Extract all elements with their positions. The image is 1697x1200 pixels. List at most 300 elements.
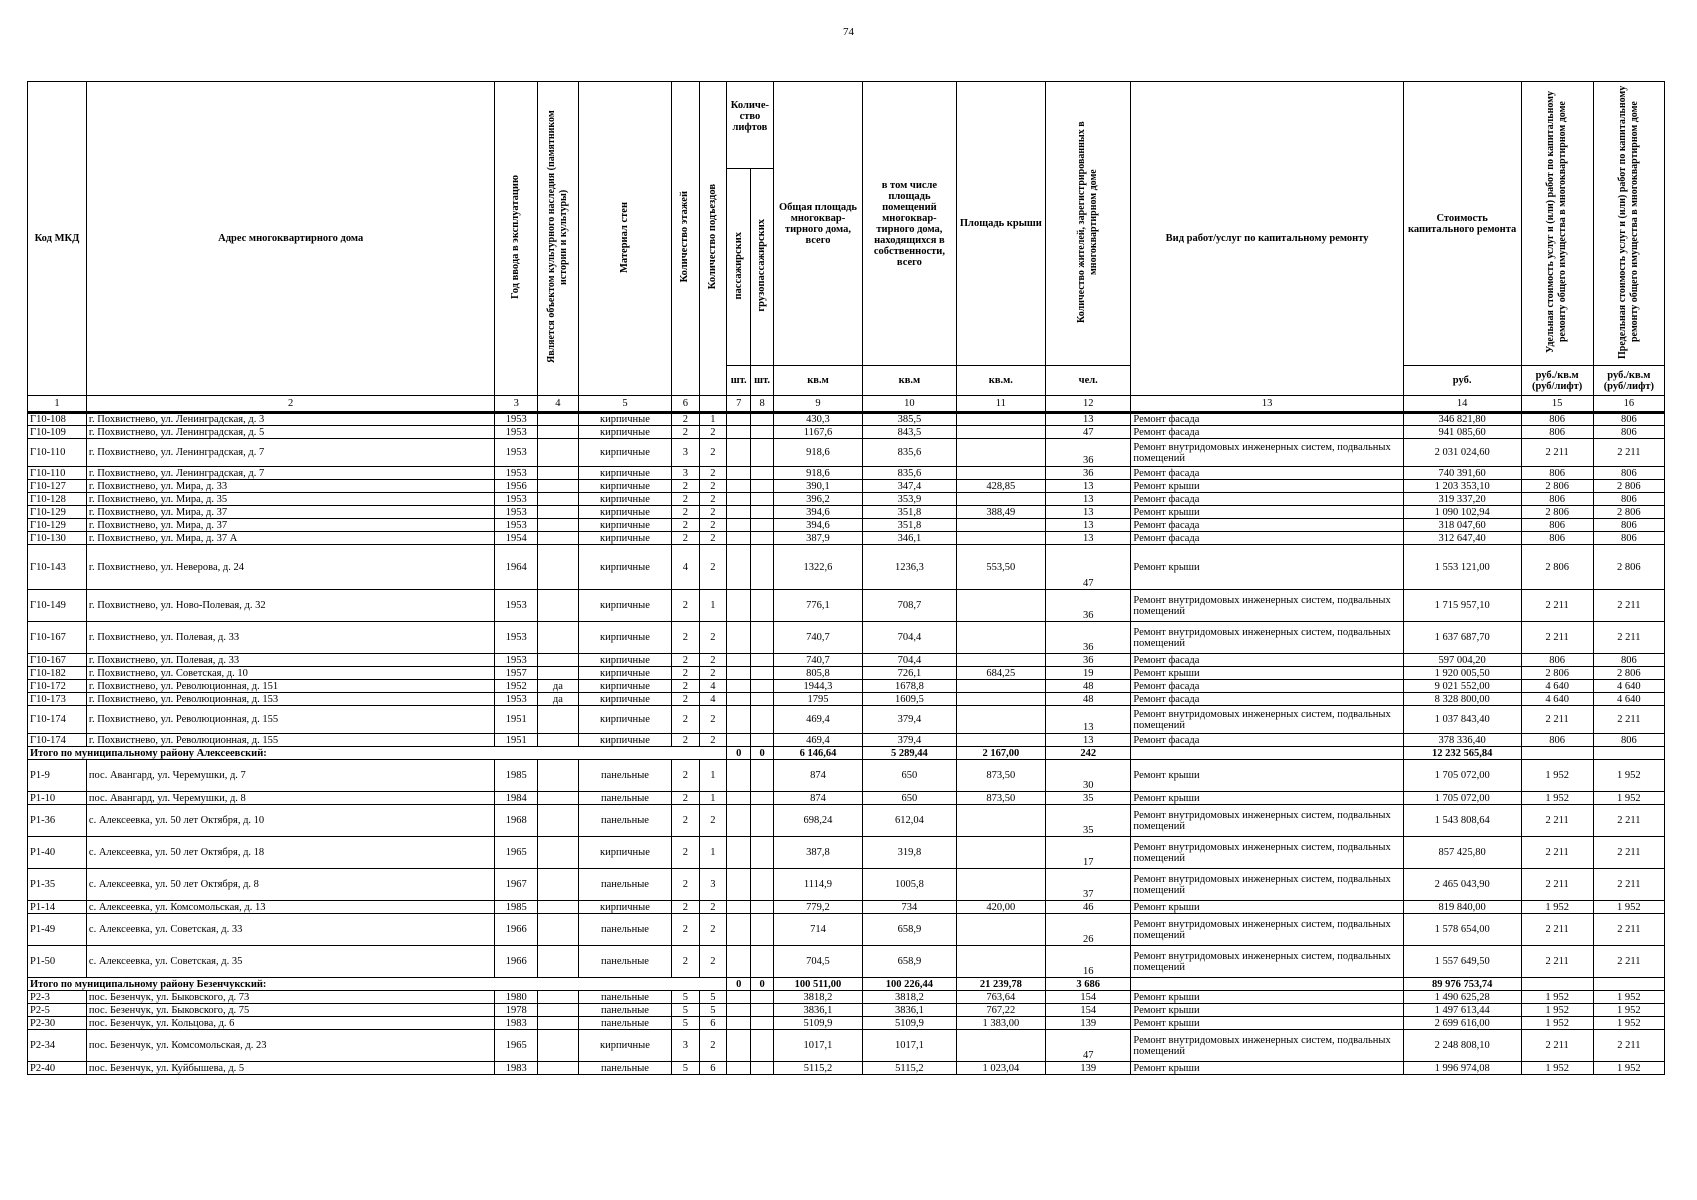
cell-lifts-cargo bbox=[751, 869, 773, 901]
cell-lifts-cargo bbox=[751, 837, 773, 869]
cell-work-type: Ремонт фасада bbox=[1131, 680, 1403, 693]
cell-heritage bbox=[538, 901, 579, 914]
cell-kod: Р2-40 bbox=[28, 1062, 87, 1075]
cell-roof-area bbox=[956, 654, 1045, 667]
cell-kod: Г10-127 bbox=[28, 480, 87, 493]
cell-heritage bbox=[538, 413, 579, 426]
cell-area-owned: 379,4 bbox=[863, 706, 956, 734]
cell-floors: 2 bbox=[672, 792, 699, 805]
cell-lifts-pass bbox=[727, 413, 751, 426]
cell-max-cost: 2 211 bbox=[1593, 1030, 1664, 1062]
cell-year: 1983 bbox=[495, 1062, 538, 1075]
cell-area-total: 3836,1 bbox=[773, 1004, 862, 1017]
cell-roof-area bbox=[956, 693, 1045, 706]
cell-max-cost: 4 640 bbox=[1593, 693, 1664, 706]
cell-area-total: 387,9 bbox=[773, 532, 862, 545]
cell-residents: 13 bbox=[1046, 519, 1131, 532]
cell-address: г. Похвистнево, ул. Ленинградская, д. 7 bbox=[86, 439, 494, 467]
cell-lifts-cargo bbox=[751, 991, 773, 1004]
unit-roof-area: кв.м. bbox=[956, 366, 1045, 396]
cell-cost: 1 920 005,50 bbox=[1403, 667, 1521, 680]
cell-area-owned: 835,6 bbox=[863, 439, 956, 467]
header-residents: Количество жителей, зарегистрированных в многоквартирном доме bbox=[1046, 82, 1131, 366]
cell-cost: 597 004,20 bbox=[1403, 654, 1521, 667]
cell-year: 1978 bbox=[495, 1004, 538, 1017]
cell-lifts-cargo bbox=[751, 622, 773, 654]
cell-floors: 2 bbox=[672, 760, 699, 792]
column-number: 15 bbox=[1521, 396, 1593, 413]
cell-entrances: 5 bbox=[699, 1004, 726, 1017]
cell-residents: 154 bbox=[1046, 991, 1131, 1004]
cell-unit-cost: 2 211 bbox=[1521, 837, 1593, 869]
cell-floors: 2 bbox=[672, 693, 699, 706]
cell-entrances: 2 bbox=[699, 519, 726, 532]
cell-entrances: 1 bbox=[699, 837, 726, 869]
cell-area-owned: 353,9 bbox=[863, 493, 956, 506]
header-entrances: Количество подъездов bbox=[699, 82, 726, 396]
cell-lifts-pass bbox=[727, 760, 751, 792]
cell-roof-area: 1 383,00 bbox=[956, 1017, 1045, 1030]
cell-lifts-cargo bbox=[751, 1030, 773, 1062]
cell-address: с. Алексеевка, ул. 50 лет Октября, д. 8 bbox=[86, 869, 494, 901]
cell-cost: 740 391,60 bbox=[1403, 467, 1521, 480]
cell-area-owned: 5109,9 bbox=[863, 1017, 956, 1030]
cell-kod: Г10-174 bbox=[28, 734, 87, 747]
cell-cost: 1 037 843,40 bbox=[1403, 706, 1521, 734]
cell-lifts-cargo bbox=[751, 734, 773, 747]
cell-heritage bbox=[538, 1030, 579, 1062]
cell-area-owned: 347,4 bbox=[863, 480, 956, 493]
cell-lifts-cargo: 0 bbox=[751, 978, 773, 991]
cell-lifts-pass bbox=[727, 506, 751, 519]
header-area-total: Общая площадь многоквар-тирного дома, всего bbox=[773, 82, 862, 366]
cell-address: г. Похвистнево, ул. Революционная, д. 151 bbox=[86, 680, 494, 693]
cell-kod: Г10-110 bbox=[28, 467, 87, 480]
unit-cost: руб. bbox=[1403, 366, 1521, 396]
cell-floors: 2 bbox=[672, 680, 699, 693]
cell-kod: Р2-5 bbox=[28, 1004, 87, 1017]
cell-unit-cost: 1 952 bbox=[1521, 792, 1593, 805]
cell-walls: панельные bbox=[578, 760, 671, 792]
cell-walls: кирпичные bbox=[578, 680, 671, 693]
cell-unit-cost bbox=[1521, 978, 1593, 991]
cell-work-type bbox=[1131, 978, 1403, 991]
cell-residents: 48 bbox=[1046, 680, 1131, 693]
cell-floors: 2 bbox=[672, 532, 699, 545]
cell-work-type: Ремонт внутридомовых инженерных систем, подвальных помещений bbox=[1131, 805, 1403, 837]
cell-entrances: 2 bbox=[699, 1030, 726, 1062]
cell-area-owned: 726,1 bbox=[863, 667, 956, 680]
cell-work-type: Ремонт внутридомовых инженерных систем, подвальных помещений bbox=[1131, 439, 1403, 467]
cell-walls: кирпичные bbox=[578, 439, 671, 467]
cell-residents: 26 bbox=[1046, 914, 1131, 946]
cell-unit-cost: 1 952 bbox=[1521, 760, 1593, 792]
cell-unit-cost: 2 211 bbox=[1521, 805, 1593, 837]
cell-kod: Г10-129 bbox=[28, 506, 87, 519]
cell-area-total: 1017,1 bbox=[773, 1030, 862, 1062]
cell-area-owned: 319,8 bbox=[863, 837, 956, 869]
cell-area-owned: 1609,5 bbox=[863, 693, 956, 706]
cell-lifts-pass bbox=[727, 622, 751, 654]
cell-walls: панельные bbox=[578, 991, 671, 1004]
cell-heritage bbox=[538, 493, 579, 506]
cell-unit-cost: 806 bbox=[1521, 654, 1593, 667]
cell-roof-area: 684,25 bbox=[956, 667, 1045, 680]
column-number: 7 bbox=[727, 396, 751, 413]
cell-lifts-cargo bbox=[751, 1004, 773, 1017]
cell-address: с. Алексеевка, ул. Советская, д. 33 bbox=[86, 914, 494, 946]
cell-lifts-pass bbox=[727, 1062, 751, 1075]
cell-area-total: 390,1 bbox=[773, 480, 862, 493]
cell-area-total: 396,2 bbox=[773, 493, 862, 506]
cell-area-total: 430,3 bbox=[773, 413, 862, 426]
cell-lifts-cargo bbox=[751, 506, 773, 519]
cell-heritage bbox=[538, 654, 579, 667]
cell-entrances: 2 bbox=[699, 622, 726, 654]
table-row bbox=[28, 1062, 1665, 1075]
header-work-type: Вид работ/услуг по капитальному ремонту bbox=[1131, 82, 1403, 396]
cell-area-total: 100 511,00 bbox=[773, 978, 862, 991]
cell-cost: 8 328 800,00 bbox=[1403, 693, 1521, 706]
cell-year: 1951 bbox=[495, 706, 538, 734]
cell-unit-cost: 1 952 bbox=[1521, 1004, 1593, 1017]
column-number: 14 bbox=[1403, 396, 1521, 413]
table-row bbox=[28, 590, 1665, 622]
cell-lifts-pass bbox=[727, 532, 751, 545]
cell-entrances: 4 bbox=[699, 693, 726, 706]
table-row bbox=[28, 1017, 1665, 1030]
cell-max-cost: 2 211 bbox=[1593, 946, 1664, 978]
cell-area-total: 1322,6 bbox=[773, 545, 862, 590]
cell-year: 1956 bbox=[495, 480, 538, 493]
cell-lifts-cargo bbox=[751, 667, 773, 680]
cell-unit-cost: 806 bbox=[1521, 519, 1593, 532]
cell-walls: кирпичные bbox=[578, 622, 671, 654]
cell-max-cost: 806 bbox=[1593, 426, 1664, 439]
cell-address: г. Похвистнево, ул. Мира, д. 37 bbox=[86, 519, 494, 532]
cell-year: 1953 bbox=[495, 693, 538, 706]
cell-unit-cost: 2 211 bbox=[1521, 914, 1593, 946]
cell-walls: панельные bbox=[578, 946, 671, 978]
cell-year: 1953 bbox=[495, 426, 538, 439]
cell-year: 1984 bbox=[495, 792, 538, 805]
cell-lifts-cargo bbox=[751, 901, 773, 914]
cell-roof-area: 1 023,04 bbox=[956, 1062, 1045, 1075]
cell-lifts-cargo bbox=[751, 805, 773, 837]
cell-lifts-pass bbox=[727, 946, 751, 978]
table-row bbox=[28, 914, 1665, 946]
table-row bbox=[28, 760, 1665, 792]
cell-floors: 2 bbox=[672, 667, 699, 680]
cell-entrances: 2 bbox=[699, 506, 726, 519]
cell-area-owned: 351,8 bbox=[863, 506, 956, 519]
cell-cost: 1 203 353,10 bbox=[1403, 480, 1521, 493]
column-number: 13 bbox=[1131, 396, 1403, 413]
cell-address: с. Алексеевка, ул. Комсомольская, д. 13 bbox=[86, 901, 494, 914]
cell-residents: 35 bbox=[1046, 805, 1131, 837]
cell-residents: 36 bbox=[1046, 467, 1131, 480]
cell-address: г. Похвистнево, ул. Советская, д. 10 bbox=[86, 667, 494, 680]
cell-walls: панельные bbox=[578, 1062, 671, 1075]
column-number: 9 bbox=[773, 396, 862, 413]
cell-area-total: 6 146,64 bbox=[773, 747, 862, 760]
cell-walls: кирпичные bbox=[578, 590, 671, 622]
unit-max-cost: руб./кв.м (руб/лифт) bbox=[1593, 366, 1664, 396]
table-row bbox=[28, 837, 1665, 869]
cell-entrances: 2 bbox=[699, 914, 726, 946]
table-row bbox=[28, 805, 1665, 837]
cell-year: 1951 bbox=[495, 734, 538, 747]
cell-area-owned: 658,9 bbox=[863, 946, 956, 978]
cell-max-cost: 2 806 bbox=[1593, 480, 1664, 493]
table-row bbox=[28, 654, 1665, 667]
cell-work-type: Ремонт внутридомовых инженерных систем, подвальных помещений bbox=[1131, 1030, 1403, 1062]
cell-max-cost: 1 952 bbox=[1593, 792, 1664, 805]
cell-max-cost: 806 bbox=[1593, 413, 1664, 426]
cell-roof-area bbox=[956, 493, 1045, 506]
cell-residents: 47 bbox=[1046, 426, 1131, 439]
cell-residents: 36 bbox=[1046, 590, 1131, 622]
cell-address: пос. Безенчук, ул. Куйбышева, д. 5 bbox=[86, 1062, 494, 1075]
cell-residents: 17 bbox=[1046, 837, 1131, 869]
cell-area-owned: 650 bbox=[863, 792, 956, 805]
cell-residents: 13 bbox=[1046, 413, 1131, 426]
cell-area-total: 1944,3 bbox=[773, 680, 862, 693]
cell-kod: Г10-172 bbox=[28, 680, 87, 693]
column-number: 4 bbox=[538, 396, 579, 413]
cell-address: с. Алексеевка, ул. Советская, д. 35 bbox=[86, 946, 494, 978]
cell-year: 1953 bbox=[495, 467, 538, 480]
cell-area-total: 3818,2 bbox=[773, 991, 862, 1004]
table-row bbox=[28, 493, 1665, 506]
table-row bbox=[28, 426, 1665, 439]
cell-max-cost: 1 952 bbox=[1593, 1062, 1664, 1075]
cell-heritage bbox=[538, 622, 579, 654]
cell-area-owned: 835,6 bbox=[863, 467, 956, 480]
cell-lifts-pass bbox=[727, 914, 751, 946]
total-row bbox=[28, 978, 1665, 991]
unit-residents: чел. bbox=[1046, 366, 1131, 396]
table-row bbox=[28, 946, 1665, 978]
cell-lifts-pass bbox=[727, 439, 751, 467]
cell-work-type: Ремонт крыши bbox=[1131, 1017, 1403, 1030]
cell-lifts-cargo bbox=[751, 413, 773, 426]
cell-kod: Р2-34 bbox=[28, 1030, 87, 1062]
cell-residents: 36 bbox=[1046, 654, 1131, 667]
cell-unit-cost: 1 952 bbox=[1521, 991, 1593, 1004]
cell-address: г. Похвистнево, ул. Революционная, д. 155 bbox=[86, 706, 494, 734]
cell-heritage bbox=[538, 426, 579, 439]
column-number: 11 bbox=[956, 396, 1045, 413]
header-year: Год ввода в эксплуатацию bbox=[495, 82, 538, 396]
cell-roof-area: 388,49 bbox=[956, 506, 1045, 519]
cell-kod: Р1-9 bbox=[28, 760, 87, 792]
cell-max-cost: 2 806 bbox=[1593, 506, 1664, 519]
cell-walls: панельные bbox=[578, 1004, 671, 1017]
cell-walls: кирпичные bbox=[578, 413, 671, 426]
cell-max-cost: 806 bbox=[1593, 467, 1664, 480]
cell-max-cost: 2 211 bbox=[1593, 590, 1664, 622]
cell-cost: 819 840,00 bbox=[1403, 901, 1521, 914]
cell-residents: 47 bbox=[1046, 545, 1131, 590]
cell-lifts-cargo bbox=[751, 914, 773, 946]
table-header bbox=[28, 82, 1665, 413]
cell-max-cost: 1 952 bbox=[1593, 1017, 1664, 1030]
cell-max-cost: 2 211 bbox=[1593, 805, 1664, 837]
cell-unit-cost: 1 952 bbox=[1521, 901, 1593, 914]
cell-entrances: 2 bbox=[699, 734, 726, 747]
cell-lifts-cargo bbox=[751, 792, 773, 805]
cell-unit-cost: 2 211 bbox=[1521, 869, 1593, 901]
cell-cost: 2 699 616,00 bbox=[1403, 1017, 1521, 1030]
cell-address: г. Похвистнево, ул. Революционная, д. 153 bbox=[86, 693, 494, 706]
cell-roof-area: 873,50 bbox=[956, 792, 1045, 805]
cell-work-type: Ремонт фасада bbox=[1131, 426, 1403, 439]
cell-heritage bbox=[538, 467, 579, 480]
column-number: 6 bbox=[672, 396, 699, 413]
cell-year: 1953 bbox=[495, 506, 538, 519]
capital-repair-table bbox=[27, 81, 1665, 1075]
cell-lifts-pass bbox=[727, 901, 751, 914]
cell-area-owned: 100 226,44 bbox=[863, 978, 956, 991]
cell-area-owned: 3836,1 bbox=[863, 1004, 956, 1017]
cell-lifts-pass bbox=[727, 1017, 751, 1030]
cell-unit-cost: 2 211 bbox=[1521, 439, 1593, 467]
cell-area-owned: 734 bbox=[863, 901, 956, 914]
cell-work-type: Ремонт крыши bbox=[1131, 506, 1403, 519]
cell-residents: 139 bbox=[1046, 1017, 1131, 1030]
cell-unit-cost: 806 bbox=[1521, 467, 1593, 480]
cell-lifts-pass bbox=[727, 493, 751, 506]
cell-cost: 2 248 808,10 bbox=[1403, 1030, 1521, 1062]
cell-max-cost: 806 bbox=[1593, 519, 1664, 532]
cell-residents: 16 bbox=[1046, 946, 1131, 978]
cell-floors: 2 bbox=[672, 493, 699, 506]
cell-kod: Г10-108 bbox=[28, 413, 87, 426]
cell-unit-cost: 806 bbox=[1521, 413, 1593, 426]
cell-entrances: 2 bbox=[699, 805, 726, 837]
cell-area-total: 874 bbox=[773, 792, 862, 805]
table-body bbox=[28, 413, 1665, 1075]
cell-entrances: 2 bbox=[699, 667, 726, 680]
cell-year: 1953 bbox=[495, 413, 538, 426]
cell-address: пос. Авангард, ул. Черемушки, д. 8 bbox=[86, 792, 494, 805]
cell-lifts-cargo bbox=[751, 1017, 773, 1030]
cell-address: пос. Безенчук, ул. Комсомольская, д. 23 bbox=[86, 1030, 494, 1062]
cell-lifts-pass: 0 bbox=[727, 978, 751, 991]
cell-work-type: Ремонт фасада bbox=[1131, 693, 1403, 706]
cell-floors: 3 bbox=[672, 467, 699, 480]
cell-heritage: да bbox=[538, 693, 579, 706]
cell-walls: кирпичные bbox=[578, 480, 671, 493]
cell-lifts-pass bbox=[727, 519, 751, 532]
table-row bbox=[28, 532, 1665, 545]
cell-work-type: Ремонт крыши bbox=[1131, 760, 1403, 792]
cell-max-cost: 806 bbox=[1593, 532, 1664, 545]
cell-heritage bbox=[538, 1017, 579, 1030]
cell-walls: панельные bbox=[578, 805, 671, 837]
cell-cost: 2 465 043,90 bbox=[1403, 869, 1521, 901]
cell-roof-area bbox=[956, 467, 1045, 480]
cell-area-owned: 5 289,44 bbox=[863, 747, 956, 760]
cell-kod: Г10-174 bbox=[28, 706, 87, 734]
table-row bbox=[28, 869, 1665, 901]
cell-unit-cost: 1 952 bbox=[1521, 1017, 1593, 1030]
cell-work-type: Ремонт фасада bbox=[1131, 734, 1403, 747]
cell-walls: панельные bbox=[578, 869, 671, 901]
cell-heritage bbox=[538, 869, 579, 901]
cell-heritage bbox=[538, 519, 579, 532]
table-row bbox=[28, 792, 1665, 805]
column-number: 1 bbox=[28, 396, 87, 413]
cell-address: г. Похвистнево, ул. Мира, д. 33 bbox=[86, 480, 494, 493]
unit-unit-cost: руб./кв.м (руб/лифт) bbox=[1521, 366, 1593, 396]
unit-area-total: кв.м bbox=[773, 366, 862, 396]
cell-residents: 46 bbox=[1046, 901, 1131, 914]
cell-kod: Г10-110 bbox=[28, 439, 87, 467]
cell-roof-area bbox=[956, 426, 1045, 439]
cell-walls: кирпичные bbox=[578, 654, 671, 667]
table-row bbox=[28, 439, 1665, 467]
cell-area-total: 918,6 bbox=[773, 439, 862, 467]
cell-max-cost: 1 952 bbox=[1593, 1004, 1664, 1017]
cell-roof-area bbox=[956, 590, 1045, 622]
cell-heritage bbox=[538, 805, 579, 837]
cell-cost: 89 976 753,74 bbox=[1403, 978, 1521, 991]
cell-area-total: 874 bbox=[773, 760, 862, 792]
cell-work-type: Ремонт крыши bbox=[1131, 667, 1403, 680]
cell-year: 1966 bbox=[495, 914, 538, 946]
table-row bbox=[28, 1030, 1665, 1062]
cell-roof-area bbox=[956, 869, 1045, 901]
cell-work-type: Ремонт внутридомовых инженерных систем, подвальных помещений bbox=[1131, 869, 1403, 901]
cell-unit-cost: 806 bbox=[1521, 734, 1593, 747]
cell-kod: Р1-49 bbox=[28, 914, 87, 946]
cell-kod: Г10-143 bbox=[28, 545, 87, 590]
cell-heritage bbox=[538, 439, 579, 467]
cell-entrances: 2 bbox=[699, 426, 726, 439]
cell-unit-cost: 2 806 bbox=[1521, 480, 1593, 493]
cell-entrances: 1 bbox=[699, 590, 726, 622]
cell-walls: кирпичные bbox=[578, 667, 671, 680]
cell-residents: 242 bbox=[1046, 747, 1131, 760]
cell-kod: Г10-128 bbox=[28, 493, 87, 506]
cell-area-total: 469,4 bbox=[773, 734, 862, 747]
cell-unit-cost: 2 806 bbox=[1521, 545, 1593, 590]
cell-year: 1985 bbox=[495, 901, 538, 914]
cell-area-owned: 3818,2 bbox=[863, 991, 956, 1004]
cell-entrances: 5 bbox=[699, 991, 726, 1004]
cell-entrances: 2 bbox=[699, 545, 726, 590]
cell-floors: 2 bbox=[672, 480, 699, 493]
cell-residents: 154 bbox=[1046, 1004, 1131, 1017]
cell-lifts-pass bbox=[727, 667, 751, 680]
cell-area-total: 469,4 bbox=[773, 706, 862, 734]
cell-roof-area bbox=[956, 519, 1045, 532]
cell-roof-area bbox=[956, 439, 1045, 467]
cell-floors: 2 bbox=[672, 654, 699, 667]
cell-year: 1965 bbox=[495, 837, 538, 869]
cell-lifts-pass bbox=[727, 590, 751, 622]
column-number: 12 bbox=[1046, 396, 1131, 413]
cell-work-type: Ремонт внутридомовых инженерных систем, подвальных помещений bbox=[1131, 914, 1403, 946]
cell-roof-area: 428,85 bbox=[956, 480, 1045, 493]
cell-floors: 5 bbox=[672, 991, 699, 1004]
cell-lifts-pass bbox=[727, 805, 751, 837]
cell-max-cost: 2 211 bbox=[1593, 914, 1664, 946]
cell-area-owned: 708,7 bbox=[863, 590, 956, 622]
cell-kod: Р1-50 bbox=[28, 946, 87, 978]
